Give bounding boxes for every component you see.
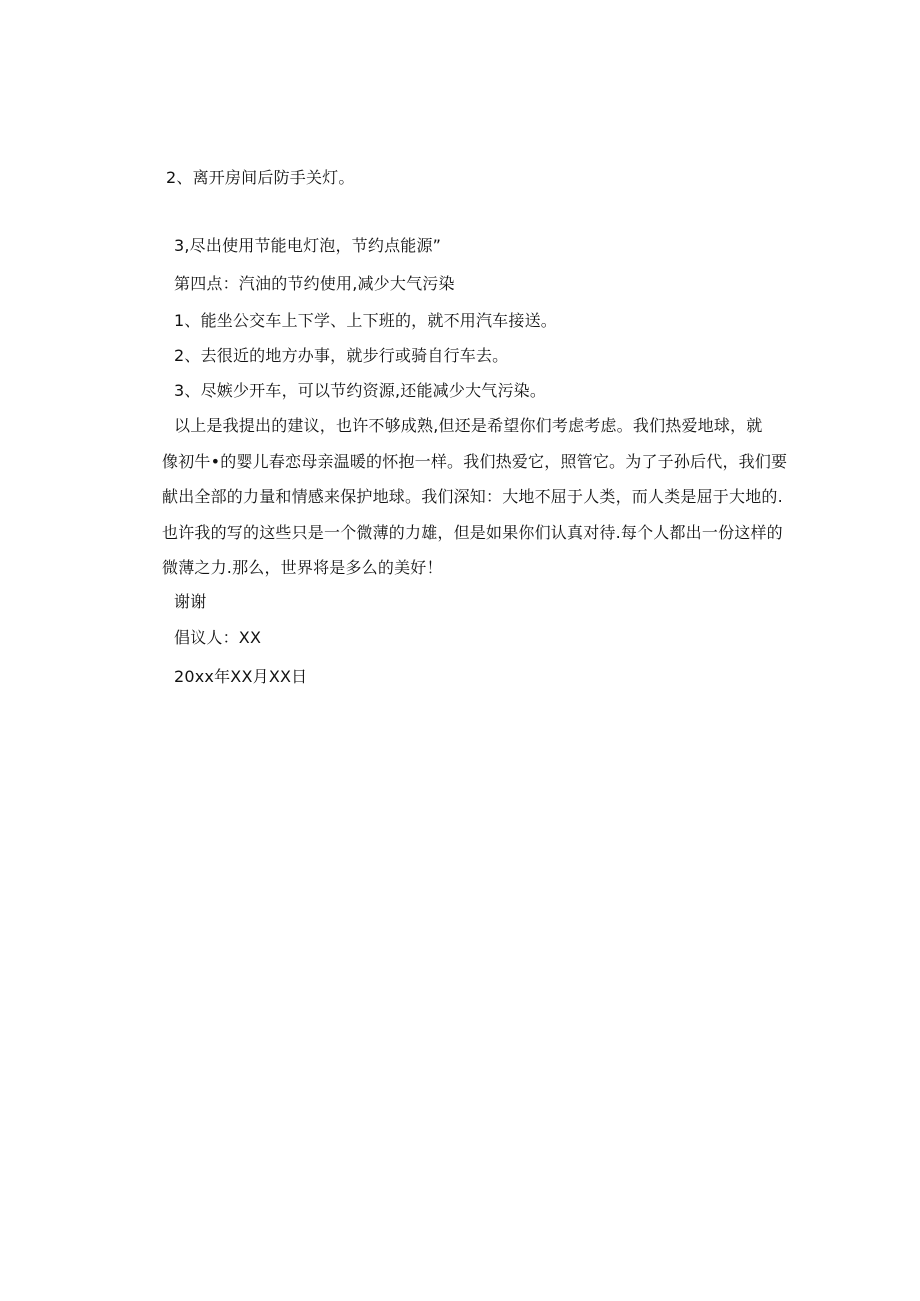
item-turn-off-lights: 2、离开房间后防手关灯。 xyxy=(166,168,355,187)
closing-paragraph-line: 也许我的写的这些只是一个微薄的力雄，但是如果你们认真对待.每个人都出一份这样的 xyxy=(162,522,783,542)
section-heading-fuel: 第四点：汽油的节约使用,减少大气污染 xyxy=(174,274,455,293)
item-drive-less: 3、尽嫉少开车，可以节约资源,还能减少大气污染。 xyxy=(174,381,547,400)
closing-paragraph-line: 像初牛•的婴儿春恋母亲温暖的怀抱一样。我们热爱它，照管它。为了子孙后代，我们要 xyxy=(162,451,788,471)
document-date: 20xx年XX月XX日 xyxy=(174,667,308,686)
thanks-text: 谢谢 xyxy=(174,592,207,611)
closing-paragraph xyxy=(162,408,802,586)
item-energy-saving-bulbs: 3,尽出使用节能电灯泡，节约点能源” xyxy=(174,236,442,255)
closing-paragraph-line: 献出全部的力量和情感来保护地球。我们深知：大地不屈于人类，而人类是屈于大地的. xyxy=(162,487,783,506)
item-public-transit: 1、能坐公交车上下学、上下班的，就不用汽车接送。 xyxy=(174,311,557,330)
proposer-signature: 倡议人：XX xyxy=(174,628,262,647)
closing-paragraph-line: 以上是我提出的建议，也许不够成熟,但还是希望你们考虑考虑。我们热爱地球，就 xyxy=(174,416,763,435)
closing-paragraph-line: 微薄之力.那么，世界将是多么的美好！ xyxy=(162,558,443,577)
item-walk-or-bike: 2、去很近的地方办事，就步行或骑自行车去。 xyxy=(174,346,509,365)
